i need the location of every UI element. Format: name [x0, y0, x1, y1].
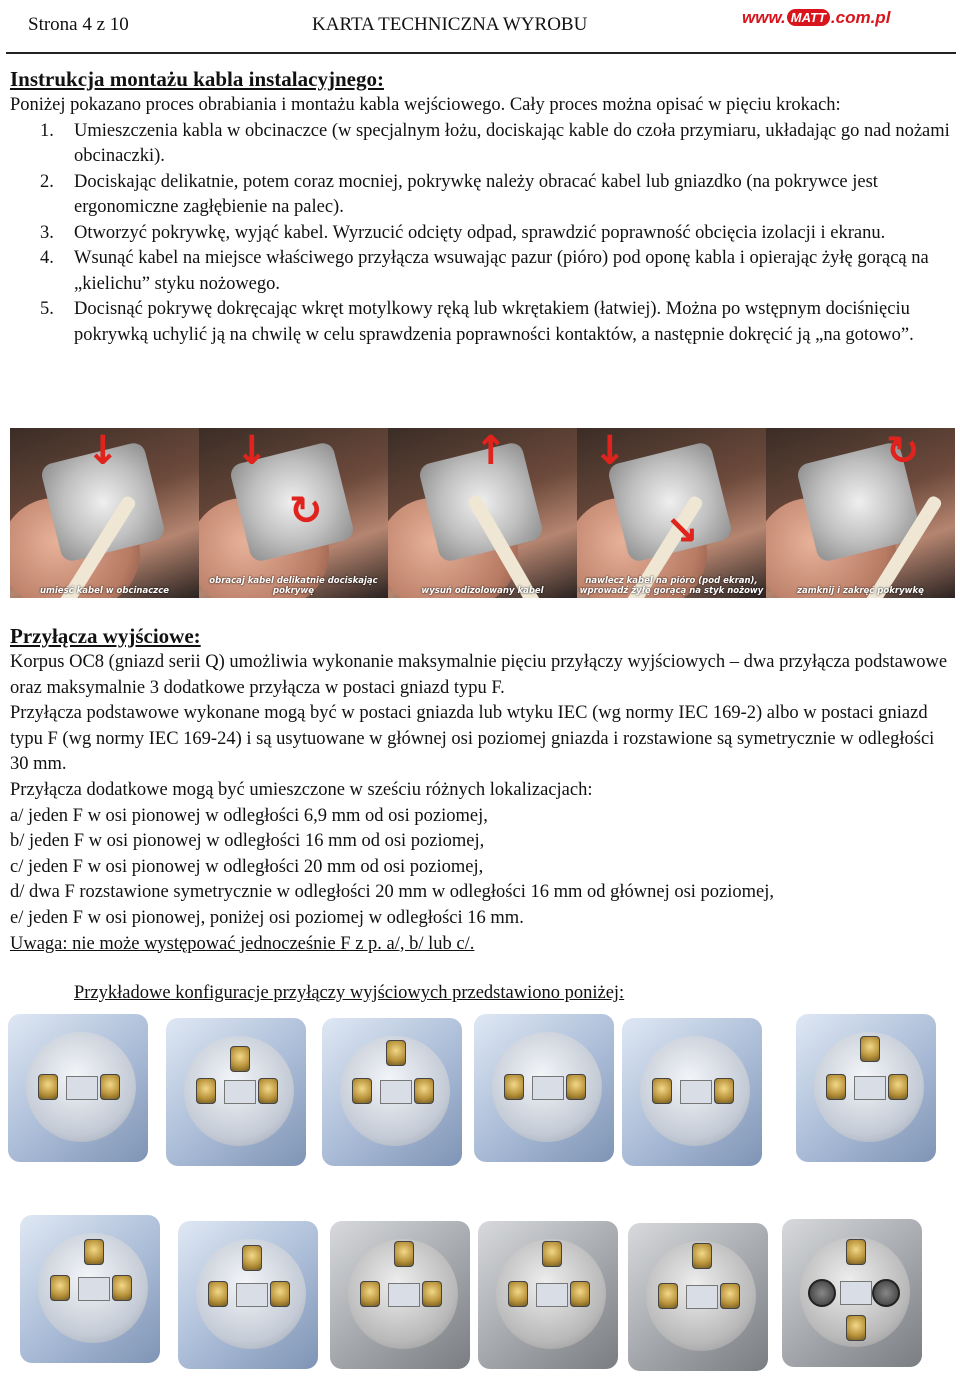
- f-connector: [504, 1074, 524, 1100]
- photo-caption: umieść kabel w obcinaczce: [39, 586, 170, 596]
- rotate-arrow-icon: ↻: [289, 488, 323, 534]
- arrow-down-icon: ↓: [235, 428, 269, 474]
- location-d: d/ dwa F rozstawione symetrycznie w odległości 20 mm w odległości 16 mm od głównej osi poziomej,: [10, 882, 775, 903]
- socket-hub: [840, 1281, 872, 1305]
- install-section: [10, 66, 950, 348]
- rotate-arrow-icon: ↻: [886, 428, 920, 474]
- socket-hub: [224, 1080, 256, 1104]
- socket-hub: [380, 1080, 412, 1104]
- f-connector: [720, 1283, 740, 1309]
- install-heading: Instrukcja montażu kabla instalacyjnego:: [10, 67, 384, 91]
- logo-badge: MATT: [787, 9, 830, 26]
- config-image: [322, 1018, 462, 1166]
- config-row-2: [0, 1215, 960, 1375]
- f-connector: [826, 1074, 846, 1100]
- outputs-paragraph-2: Przyłącza podstawowe wykonane mogą być w postaci gniazda lub wtyku IEC (wg normy IEC 169-2) albo w postaci gniazd typu F (wg normy IEC 169-24) i są usytuowane w głównej osi poziomej gniazda i rozstawione są symetrycznie w odległości 30 mm.: [10, 703, 935, 775]
- step-text: Dociskając delikatnie, potem coraz mocniej, pokrywkę należy obracać kabel lub gniazdko (na pokrywce jest ergonomiczne zagłębienie na palec).: [74, 171, 878, 217]
- config-image: [782, 1219, 922, 1367]
- f-connector: [196, 1078, 216, 1104]
- step-number: 4.: [40, 248, 54, 268]
- f-connector: [394, 1241, 414, 1267]
- socket-hub: [680, 1080, 712, 1104]
- f-connector: [888, 1074, 908, 1100]
- step-text: Wsunąć kabel na miejsce właściwego przyłącza wsuwając pazur (pióro) pod oponę kabla i opierając żyłę gorącą na „kielichu” styku nożowego.: [74, 248, 929, 294]
- config-image: [478, 1221, 618, 1369]
- step-text: Umieszczenia kabla w obcinaczce (w specjalnym łożu, dociskając kable do czoła przymiaru, układając go nad nożami obcinaczki).: [74, 120, 950, 166]
- f-connector: [566, 1074, 586, 1100]
- step-number: 2.: [40, 171, 54, 192]
- socket-hub: [78, 1277, 110, 1301]
- location-e: e/ jeden F w osi pionowej, poniżej osi poziomej w odległości 16 mm.: [10, 907, 524, 928]
- f-connector: [100, 1074, 120, 1100]
- f-connector: [208, 1281, 228, 1307]
- step-text: Docisnąć pokrywę dokręcając wkręt motylkowy ręką lub wkrętakiem (łatwiej). Można po wstępnym dociśnięciu pokrywką uchylić ją na chwilę w celu sprawdzenia poprawności kontaktów, a następnie dokręcić ją „na gotowo”.: [74, 299, 914, 345]
- f-connector: [38, 1074, 58, 1100]
- step-number: 1.: [40, 120, 54, 141]
- logo-suffix: .com.pl: [830, 8, 891, 27]
- f-connector: [352, 1078, 372, 1104]
- page-number: Strona 4 z 10: [28, 14, 129, 35]
- socket-hub: [536, 1283, 568, 1307]
- f-connector: [50, 1275, 70, 1301]
- logo-prefix: www.: [742, 8, 786, 27]
- step-number: 3.: [40, 222, 54, 243]
- config-image: [166, 1018, 306, 1166]
- outputs-paragraph-3: Przyłącza dodatkowe mogą być umieszczone w sześciu różnych lokalizacjach:: [10, 779, 593, 800]
- config-image: [622, 1018, 762, 1166]
- f-connector: [414, 1078, 434, 1104]
- config-image: [8, 1014, 148, 1162]
- photo-caption: obracaj kabel delikatnie dociskając pokrywę: [209, 576, 378, 596]
- f-connector: [846, 1239, 866, 1265]
- outputs-section: [10, 623, 950, 957]
- photo-step-2: [199, 428, 388, 598]
- step-item: [10, 221, 950, 247]
- f-connector: [84, 1239, 104, 1265]
- socket-hub: [66, 1076, 98, 1100]
- location-c: c/ jeden F w osi pionowej w odległości 20 mm od osi poziomej,: [10, 856, 484, 877]
- arrow-down-icon: ↓: [86, 428, 120, 474]
- f-connector: [422, 1281, 442, 1307]
- document-title: KARTA TECHNICZNA WYROBU: [312, 14, 588, 35]
- iec-plug: [808, 1279, 836, 1307]
- config-image: [796, 1014, 936, 1162]
- config-image: [20, 1215, 160, 1363]
- step-item: [10, 170, 950, 221]
- install-steps: [10, 119, 950, 349]
- socket-hub: [532, 1076, 564, 1100]
- f-connector: [658, 1283, 678, 1309]
- page-header: [0, 0, 960, 52]
- iec-plug: [872, 1279, 900, 1307]
- f-connector: [692, 1243, 712, 1269]
- config-image: [474, 1014, 614, 1162]
- outputs-note: Uwaga: nie może występować jednocześnie F z p. a/, b/ lub c/.: [10, 933, 475, 954]
- location-a: a/ jeden F w osi pionowej w odległości 6,9 mm od osi poziomej,: [10, 805, 488, 826]
- f-connector: [542, 1241, 562, 1267]
- f-connector: [230, 1046, 250, 1072]
- arrow-right-icon: ↘: [665, 508, 699, 554]
- examples-caption: Przykładowe konfiguracje przyłączy wyjściowych przedstawiono poniżej:: [74, 983, 625, 1003]
- photo-caption: wysuń odizolowany kabel: [421, 586, 544, 596]
- socket-hub: [236, 1283, 268, 1307]
- f-connector: [860, 1036, 880, 1062]
- f-connector: [386, 1040, 406, 1066]
- f-connector: [652, 1078, 672, 1104]
- photo-step-3: [388, 428, 577, 598]
- f-connector: [258, 1078, 278, 1104]
- photo-step-1: [10, 428, 199, 598]
- step-item: [10, 297, 950, 348]
- photo-caption: nawlecz kabel na pióro (pod ekran), wprowadź żyłę gorącą na styk nożowy: [579, 576, 764, 596]
- photo-step-5: [766, 428, 955, 598]
- f-connector: [846, 1315, 866, 1341]
- socket-hub: [686, 1285, 718, 1309]
- installation-photo-strip: [10, 428, 956, 598]
- photo-step-4: [577, 428, 766, 598]
- outputs-paragraph-1: Korpus OC8 (gniazd serii Q) umożliwia wykonanie maksymalnie pięciu przyłączy wyjściowych – dwa przyłącza podstawowe oraz maksymalnie 3 dodatkowe przyłącza w postaci gniazd typu F.: [10, 652, 948, 698]
- step-item: [10, 119, 950, 170]
- config-image: [628, 1223, 768, 1371]
- f-connector: [270, 1281, 290, 1307]
- arrow-down-icon: ↓: [593, 428, 627, 474]
- step-number: 5.: [40, 299, 54, 319]
- step-text: Otworzyć pokrywkę, wyjąć kabel. Wyrzucić odcięty odpad, sprawdzić poprawność obcięcia izolacji i ekranu.: [74, 222, 886, 243]
- config-image: [178, 1221, 318, 1369]
- photo-caption: zamknij i zakręć pokrywkę: [797, 586, 924, 596]
- f-connector: [570, 1281, 590, 1307]
- socket-hub: [388, 1283, 420, 1307]
- config-image: [330, 1221, 470, 1369]
- brand-logo: [742, 8, 890, 28]
- step-item: [10, 246, 950, 297]
- socket-hub: [854, 1076, 886, 1100]
- arrow-up-icon: ↑: [474, 428, 508, 474]
- f-connector: [360, 1281, 380, 1307]
- install-intro: Poniżej pokazano proces obrabiania i montażu kabla wejściowego. Cały proces można opisać w pięciu krokach:: [10, 95, 841, 115]
- f-connector: [508, 1281, 528, 1307]
- config-row-1: [0, 1010, 960, 1170]
- header-divider: [6, 52, 956, 54]
- outputs-heading: Przyłącza wyjściowe:: [10, 624, 201, 648]
- location-b: b/ jeden F w osi pionowej w odległości 16 mm od osi poziomej,: [10, 831, 485, 852]
- f-connector: [112, 1275, 132, 1301]
- f-connector: [242, 1245, 262, 1271]
- f-connector: [714, 1078, 734, 1104]
